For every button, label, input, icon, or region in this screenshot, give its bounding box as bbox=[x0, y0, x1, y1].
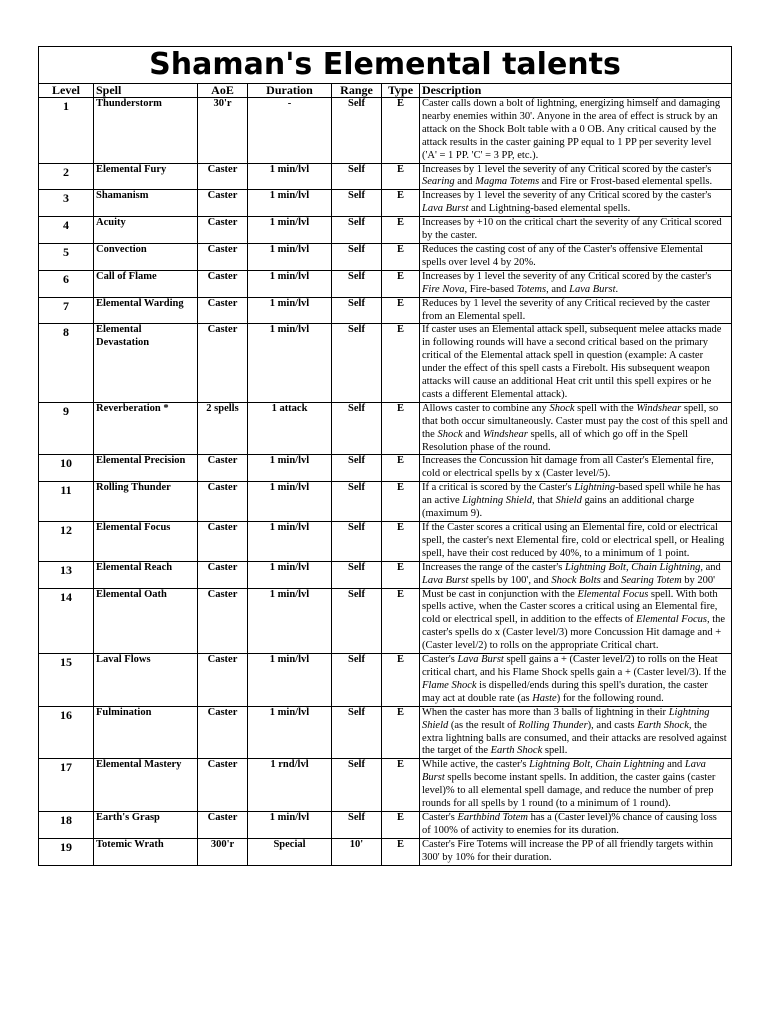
description-text: Increases by 1 level the severity of any Critical scored by the caster's bbox=[422, 270, 712, 282]
description-emphasis: Flame Shock bbox=[422, 679, 477, 691]
cell-level: 18 bbox=[39, 811, 94, 838]
cell-range: Self bbox=[332, 324, 382, 402]
cell-type: E bbox=[382, 163, 420, 190]
cell-description bbox=[420, 217, 732, 244]
cell-description bbox=[420, 706, 732, 759]
description-emphasis: Fire Nova bbox=[422, 283, 465, 295]
cell-spell: Elemental Warding bbox=[94, 297, 198, 324]
description-text: and bbox=[664, 759, 685, 771]
header-spell: Spell bbox=[94, 84, 198, 98]
cell-description bbox=[420, 98, 732, 164]
cell-range: 10' bbox=[332, 838, 382, 865]
spell-table-sheet bbox=[38, 46, 731, 866]
cell-aoe: Caster bbox=[198, 759, 248, 812]
description-text: spells by 100', and bbox=[468, 574, 552, 586]
cell-description bbox=[420, 482, 732, 522]
cell-range: Self bbox=[332, 759, 382, 812]
cell-level: 14 bbox=[39, 588, 94, 654]
header-description: Description bbox=[420, 84, 732, 98]
cell-level: 8 bbox=[39, 324, 94, 402]
cell-type: E bbox=[382, 522, 420, 562]
cell-aoe: Caster bbox=[198, 270, 248, 297]
cell-aoe: Caster bbox=[198, 324, 248, 402]
description-emphasis: Shock bbox=[437, 428, 463, 440]
cell-aoe: Caster bbox=[198, 243, 248, 270]
table-row bbox=[39, 270, 732, 297]
cell-type: E bbox=[382, 482, 420, 522]
cell-spell: Totemic Wrath bbox=[94, 838, 198, 865]
cell-range: Self bbox=[332, 455, 382, 482]
description-text: Increases by 1 level the severity of any Critical scored by the caster's bbox=[422, 163, 712, 175]
description-text: and bbox=[702, 561, 721, 573]
cell-range: Self bbox=[332, 270, 382, 297]
description-emphasis: Lava Burst bbox=[422, 203, 469, 215]
header-type: Type bbox=[382, 84, 420, 98]
cell-duration: 1 min/lvl bbox=[248, 297, 332, 324]
table-header bbox=[39, 84, 732, 98]
cell-aoe: 300'r bbox=[198, 838, 248, 865]
table-row bbox=[39, 588, 732, 654]
cell-aoe: Caster bbox=[198, 163, 248, 190]
cell-description bbox=[420, 838, 732, 865]
table-row bbox=[39, 243, 732, 270]
description-text: spells become instant spells. In addition, the caster gains (caster level)% to all elemental spell damage, and reduce the number of prep rounds for all spells by 1 round (to a minimum of 1 round). bbox=[422, 772, 716, 810]
cell-spell: Fulmination bbox=[94, 706, 198, 759]
cell-duration: 1 min/lvl bbox=[248, 243, 332, 270]
cell-duration: 1 min/lvl bbox=[248, 455, 332, 482]
description-text: While active, the caster's bbox=[422, 759, 530, 771]
cell-description bbox=[420, 402, 732, 455]
cell-level: 16 bbox=[39, 706, 94, 759]
cell-range: Self bbox=[332, 588, 382, 654]
cell-description bbox=[420, 243, 732, 270]
cell-spell: Call of Flame bbox=[94, 270, 198, 297]
description-text: Caster's Fire Totems will increase the PP of all friendly targets within 300' by 10% for their duration. bbox=[422, 838, 714, 863]
cell-description bbox=[420, 561, 732, 588]
cell-duration: 1 min/lvl bbox=[248, 217, 332, 244]
description-text: ) for the following round. bbox=[556, 692, 664, 704]
cell-description bbox=[420, 654, 732, 707]
cell-spell: Elemental Focus bbox=[94, 522, 198, 562]
table-row bbox=[39, 324, 732, 402]
cell-duration: 1 min/lvl bbox=[248, 324, 332, 402]
cell-duration: 1 min/lvl bbox=[248, 522, 332, 562]
description-text: spell. With both spells active, when the Caster scores a critical using an Elemental fire, cold or electrical spell, in addition to the effects of bbox=[422, 588, 718, 626]
description-text: Reduces the casting cost of any of the Caster's offensive Elemental spells over level 4 by 20%. bbox=[422, 243, 704, 268]
cell-spell: Elemental Reach bbox=[94, 561, 198, 588]
cell-level: 19 bbox=[39, 838, 94, 865]
cell-aoe: Caster bbox=[198, 482, 248, 522]
cell-aoe: Caster bbox=[198, 297, 248, 324]
description-emphasis: Searing bbox=[422, 176, 455, 188]
cell-duration: - bbox=[248, 98, 332, 164]
cell-aoe: Caster bbox=[198, 654, 248, 707]
cell-level: 3 bbox=[39, 190, 94, 217]
table-row bbox=[39, 706, 732, 759]
description-emphasis: Lava Burst bbox=[422, 759, 706, 784]
cell-spell: Reverberation * bbox=[94, 402, 198, 455]
cell-type: E bbox=[382, 654, 420, 707]
header-aoe: AoE bbox=[198, 84, 248, 98]
description-emphasis: Haste bbox=[532, 692, 557, 704]
description-text: and Fire or Frost-based elemental spells. bbox=[539, 176, 713, 188]
table-row bbox=[39, 811, 732, 838]
description-text: gains an additional charge (maximum 9). bbox=[422, 495, 695, 520]
table-body bbox=[39, 98, 732, 866]
cell-duration: 1 min/lvl bbox=[248, 163, 332, 190]
cell-spell: Elemental Mastery bbox=[94, 759, 198, 812]
description-text: spell gains a + (Caster level/2) to rolls on the Heat critical chart, and his Flame Shock spells gain a + (Caster level/3). If the bbox=[422, 654, 727, 678]
description-text: (as the result of bbox=[448, 719, 519, 731]
cell-aoe: Caster bbox=[198, 217, 248, 244]
cell-duration: 1 min/lvl bbox=[248, 588, 332, 654]
description-text: spells, all of which go off in the Spell Resolution phase of the round. bbox=[422, 428, 689, 453]
cell-range: Self bbox=[332, 243, 382, 270]
header-level: Level bbox=[39, 84, 94, 98]
description-emphasis: Shield bbox=[555, 495, 582, 507]
description-text: and bbox=[462, 428, 483, 440]
description-text: spell. bbox=[542, 745, 568, 757]
description-text: and bbox=[600, 574, 622, 586]
cell-duration: 1 rnd/lvl bbox=[248, 759, 332, 812]
table-row bbox=[39, 217, 732, 244]
cell-type: E bbox=[382, 270, 420, 297]
cell-level: 9 bbox=[39, 402, 94, 455]
description-emphasis: Lightning Shield bbox=[422, 706, 710, 731]
cell-range: Self bbox=[332, 811, 382, 838]
description-text: When the caster has more than 3 balls of lightning in their bbox=[422, 706, 669, 718]
cell-level: 5 bbox=[39, 243, 94, 270]
spell-table bbox=[38, 46, 732, 866]
cell-range: Self bbox=[332, 654, 382, 707]
cell-type: E bbox=[382, 811, 420, 838]
cell-aoe: Caster bbox=[198, 706, 248, 759]
cell-level: 13 bbox=[39, 561, 94, 588]
cell-description bbox=[420, 190, 732, 217]
cell-spell: Earth's Grasp bbox=[94, 811, 198, 838]
cell-level: 7 bbox=[39, 297, 94, 324]
table-row bbox=[39, 654, 732, 707]
cell-range: Self bbox=[332, 98, 382, 164]
cell-type: E bbox=[382, 297, 420, 324]
description-text: ), and casts bbox=[587, 719, 638, 731]
cell-duration: 1 min/lvl bbox=[248, 811, 332, 838]
description-emphasis: Elemental Focus bbox=[577, 588, 649, 600]
cell-spell: Elemental Fury bbox=[94, 163, 198, 190]
description-text: by 200' bbox=[681, 574, 716, 586]
table-row bbox=[39, 163, 732, 190]
description-emphasis: Lightning Bolt, Chain Lightning bbox=[529, 759, 665, 771]
description-text: , and bbox=[546, 283, 570, 295]
table-row bbox=[39, 561, 732, 588]
cell-description bbox=[420, 270, 732, 297]
description-emphasis: Earth Shock, bbox=[637, 719, 692, 731]
cell-range: Self bbox=[332, 522, 382, 562]
cell-level: 10 bbox=[39, 455, 94, 482]
cell-level: 6 bbox=[39, 270, 94, 297]
description-emphasis: Elemental Focus, bbox=[636, 614, 710, 626]
description-emphasis: Shock Bolts bbox=[551, 574, 601, 586]
cell-duration: 1 min/lvl bbox=[248, 190, 332, 217]
cell-description bbox=[420, 163, 732, 190]
description-emphasis: Lightning bbox=[574, 482, 616, 494]
cell-aoe: Caster bbox=[198, 561, 248, 588]
cell-type: E bbox=[382, 217, 420, 244]
cell-spell: Shamanism bbox=[94, 190, 198, 217]
cell-range: Self bbox=[332, 217, 382, 244]
cell-type: E bbox=[382, 588, 420, 654]
cell-level: 4 bbox=[39, 217, 94, 244]
description-text: Caster's bbox=[422, 811, 458, 823]
cell-type: E bbox=[382, 838, 420, 865]
cell-range: Self bbox=[332, 402, 382, 455]
description-text: Must be cast in conjunction with the bbox=[422, 588, 578, 600]
description-emphasis: Earth Shock bbox=[490, 745, 543, 757]
description-emphasis: Earthbind Totem bbox=[457, 811, 528, 823]
cell-type: E bbox=[382, 561, 420, 588]
description-text: is dispelled/ends during this spell's duration, the caster may act at double rate (as bbox=[422, 679, 708, 704]
description-emphasis: Lightning Shield bbox=[462, 495, 532, 507]
cell-aoe: Caster bbox=[198, 811, 248, 838]
cell-duration: 1 attack bbox=[248, 402, 332, 455]
table-row bbox=[39, 190, 732, 217]
description-emphasis: Shock bbox=[549, 402, 575, 414]
header-duration: Duration bbox=[248, 84, 332, 98]
description-emphasis: Lightning Bolt, Chain Lightning, bbox=[565, 561, 703, 573]
table-row bbox=[39, 455, 732, 482]
cell-spell: Elemental Oath bbox=[94, 588, 198, 654]
description-text: the caster's spells do x (Caster level/3) more Concussion Hit damage and + (Caster level/2) to rolls on the appropriate Critical chart. bbox=[422, 614, 726, 652]
cell-duration: 1 min/lvl bbox=[248, 706, 332, 759]
cell-duration: Special bbox=[248, 838, 332, 865]
cell-duration: 1 min/lvl bbox=[248, 654, 332, 707]
cell-spell: Elemental Devastation bbox=[94, 324, 198, 402]
description-emphasis: Lava Burst bbox=[457, 654, 504, 666]
description-text: Caster's bbox=[422, 654, 458, 666]
description-text: , that bbox=[531, 495, 556, 507]
cell-level: 11 bbox=[39, 482, 94, 522]
table-row bbox=[39, 482, 732, 522]
description-text: . bbox=[615, 283, 619, 295]
cell-description bbox=[420, 522, 732, 562]
description-emphasis: Rolling Thunder bbox=[518, 719, 588, 731]
table-row bbox=[39, 759, 732, 812]
cell-description bbox=[420, 455, 732, 482]
cell-aoe: Caster bbox=[198, 588, 248, 654]
cell-type: E bbox=[382, 190, 420, 217]
description-text: spell with the bbox=[574, 402, 637, 414]
cell-type: E bbox=[382, 324, 420, 402]
description-text: and Lightning-based elemental spells. bbox=[468, 203, 631, 215]
cell-duration: 1 min/lvl bbox=[248, 561, 332, 588]
cell-range: Self bbox=[332, 482, 382, 522]
description-text: Caster calls down a bolt of lightning, energizing himself and damaging nearby enemies within 30'. Anyone in the area of effect is struck by an attack on the Shock Bolt table with a 0 OB. Any critical caused by the attack results in the caster gaining PP equal to 1 PP per severity level ('A' = 1 PP. 'C' = 3 PP, etc.). bbox=[422, 98, 721, 161]
cell-description bbox=[420, 811, 732, 838]
description-emphasis: Magma Totems bbox=[475, 176, 540, 188]
cell-aoe: Caster bbox=[198, 455, 248, 482]
cell-description bbox=[420, 297, 732, 324]
description-text: has a (Caster level)% chance of causing loss of 100% of activity to enemies for its duration. bbox=[422, 811, 717, 836]
cell-range: Self bbox=[332, 297, 382, 324]
cell-spell: Laval Flows bbox=[94, 654, 198, 707]
cell-aoe: 2 spells bbox=[198, 402, 248, 455]
header-range: Range bbox=[332, 84, 382, 98]
cell-spell: Elemental Precision bbox=[94, 455, 198, 482]
cell-spell: Rolling Thunder bbox=[94, 482, 198, 522]
description-text: Allows caster to combine any bbox=[422, 402, 550, 414]
cell-range: Self bbox=[332, 163, 382, 190]
description-emphasis: Lava Burst bbox=[569, 283, 616, 295]
description-text: -based spell while he has an active bbox=[422, 482, 721, 507]
cell-description bbox=[420, 588, 732, 654]
description-text: If the Caster scores a critical using an Elemental fire, cold or electrical spell, the caster's next Elemental fire, cold or electrical spell, or Healing spell, have their cost reduced by 40%, to a minimum of 1 point. bbox=[422, 522, 725, 559]
cell-level: 12 bbox=[39, 522, 94, 562]
table-row bbox=[39, 297, 732, 324]
description-emphasis: Totems bbox=[516, 283, 547, 295]
description-text: the extra lightning balls are consumed, and their attacks are resolved against the target of the bbox=[422, 719, 727, 757]
cell-level: 2 bbox=[39, 163, 94, 190]
cell-range: Self bbox=[332, 561, 382, 588]
page-title: Shaman's Elemental talents bbox=[39, 47, 732, 84]
cell-spell: Acuity bbox=[94, 217, 198, 244]
description-emphasis: Windshear bbox=[482, 428, 528, 440]
cell-type: E bbox=[382, 455, 420, 482]
description-text: Reduces by 1 level the severity of any Critical recieved by the caster from an Elemental spell. bbox=[422, 297, 711, 322]
cell-range: Self bbox=[332, 190, 382, 217]
description-text: , Fire-based bbox=[464, 283, 517, 295]
description-text: Increases the Concussion hit damage from all Caster's Elemental fire, cold or electrical spells by x (Caster level/5). bbox=[422, 455, 714, 480]
description-text: If caster uses an Elemental attack spell, subsequent melee attacks made in following rounds will have a second critical based on the primary critical of the Elemental attack spell in question (example: A caster under the effect of this spell casts a Firebolt. His subsequent weapon attacks will cause an additional Heat crit until this spell expires or he casts a different Elemental attack). bbox=[422, 324, 722, 400]
cell-level: 17 bbox=[39, 759, 94, 812]
cell-type: E bbox=[382, 759, 420, 812]
cell-type: E bbox=[382, 98, 420, 164]
cell-level: 1 bbox=[39, 98, 94, 164]
cell-range: Self bbox=[332, 706, 382, 759]
cell-aoe: Caster bbox=[198, 190, 248, 217]
cell-spell: Thunderstorm bbox=[94, 98, 198, 164]
cell-spell: Convection bbox=[94, 243, 198, 270]
cell-duration: 1 min/lvl bbox=[248, 270, 332, 297]
cell-type: E bbox=[382, 402, 420, 455]
description-text: spell, so that both occur simultaneously. Caster must pay the cost of this spell and the bbox=[422, 402, 728, 440]
cell-type: E bbox=[382, 243, 420, 270]
description-emphasis: Lava Burst bbox=[422, 574, 469, 586]
table-row bbox=[39, 98, 732, 164]
description-text: and bbox=[454, 176, 476, 188]
description-text: Increases the range of the caster's bbox=[422, 561, 565, 573]
cell-type: E bbox=[382, 706, 420, 759]
description-text: Increases by 1 level the severity of any Critical scored by the caster's bbox=[422, 190, 712, 202]
cell-duration: 1 min/lvl bbox=[248, 482, 332, 522]
table-row bbox=[39, 402, 732, 455]
description-emphasis: Searing Totem bbox=[621, 574, 682, 586]
description-text: Increases by +10 on the critical chart the severity of any Critical scored by the caster. bbox=[422, 217, 722, 242]
table-row bbox=[39, 522, 732, 562]
cell-description bbox=[420, 759, 732, 812]
cell-description bbox=[420, 324, 732, 402]
table-row bbox=[39, 838, 732, 865]
cell-aoe: Caster bbox=[198, 522, 248, 562]
description-emphasis: Windshear bbox=[636, 402, 682, 414]
description-text: If a critical is scored by the Caster's bbox=[422, 482, 575, 494]
cell-level: 15 bbox=[39, 654, 94, 707]
cell-aoe: 30'r bbox=[198, 98, 248, 164]
